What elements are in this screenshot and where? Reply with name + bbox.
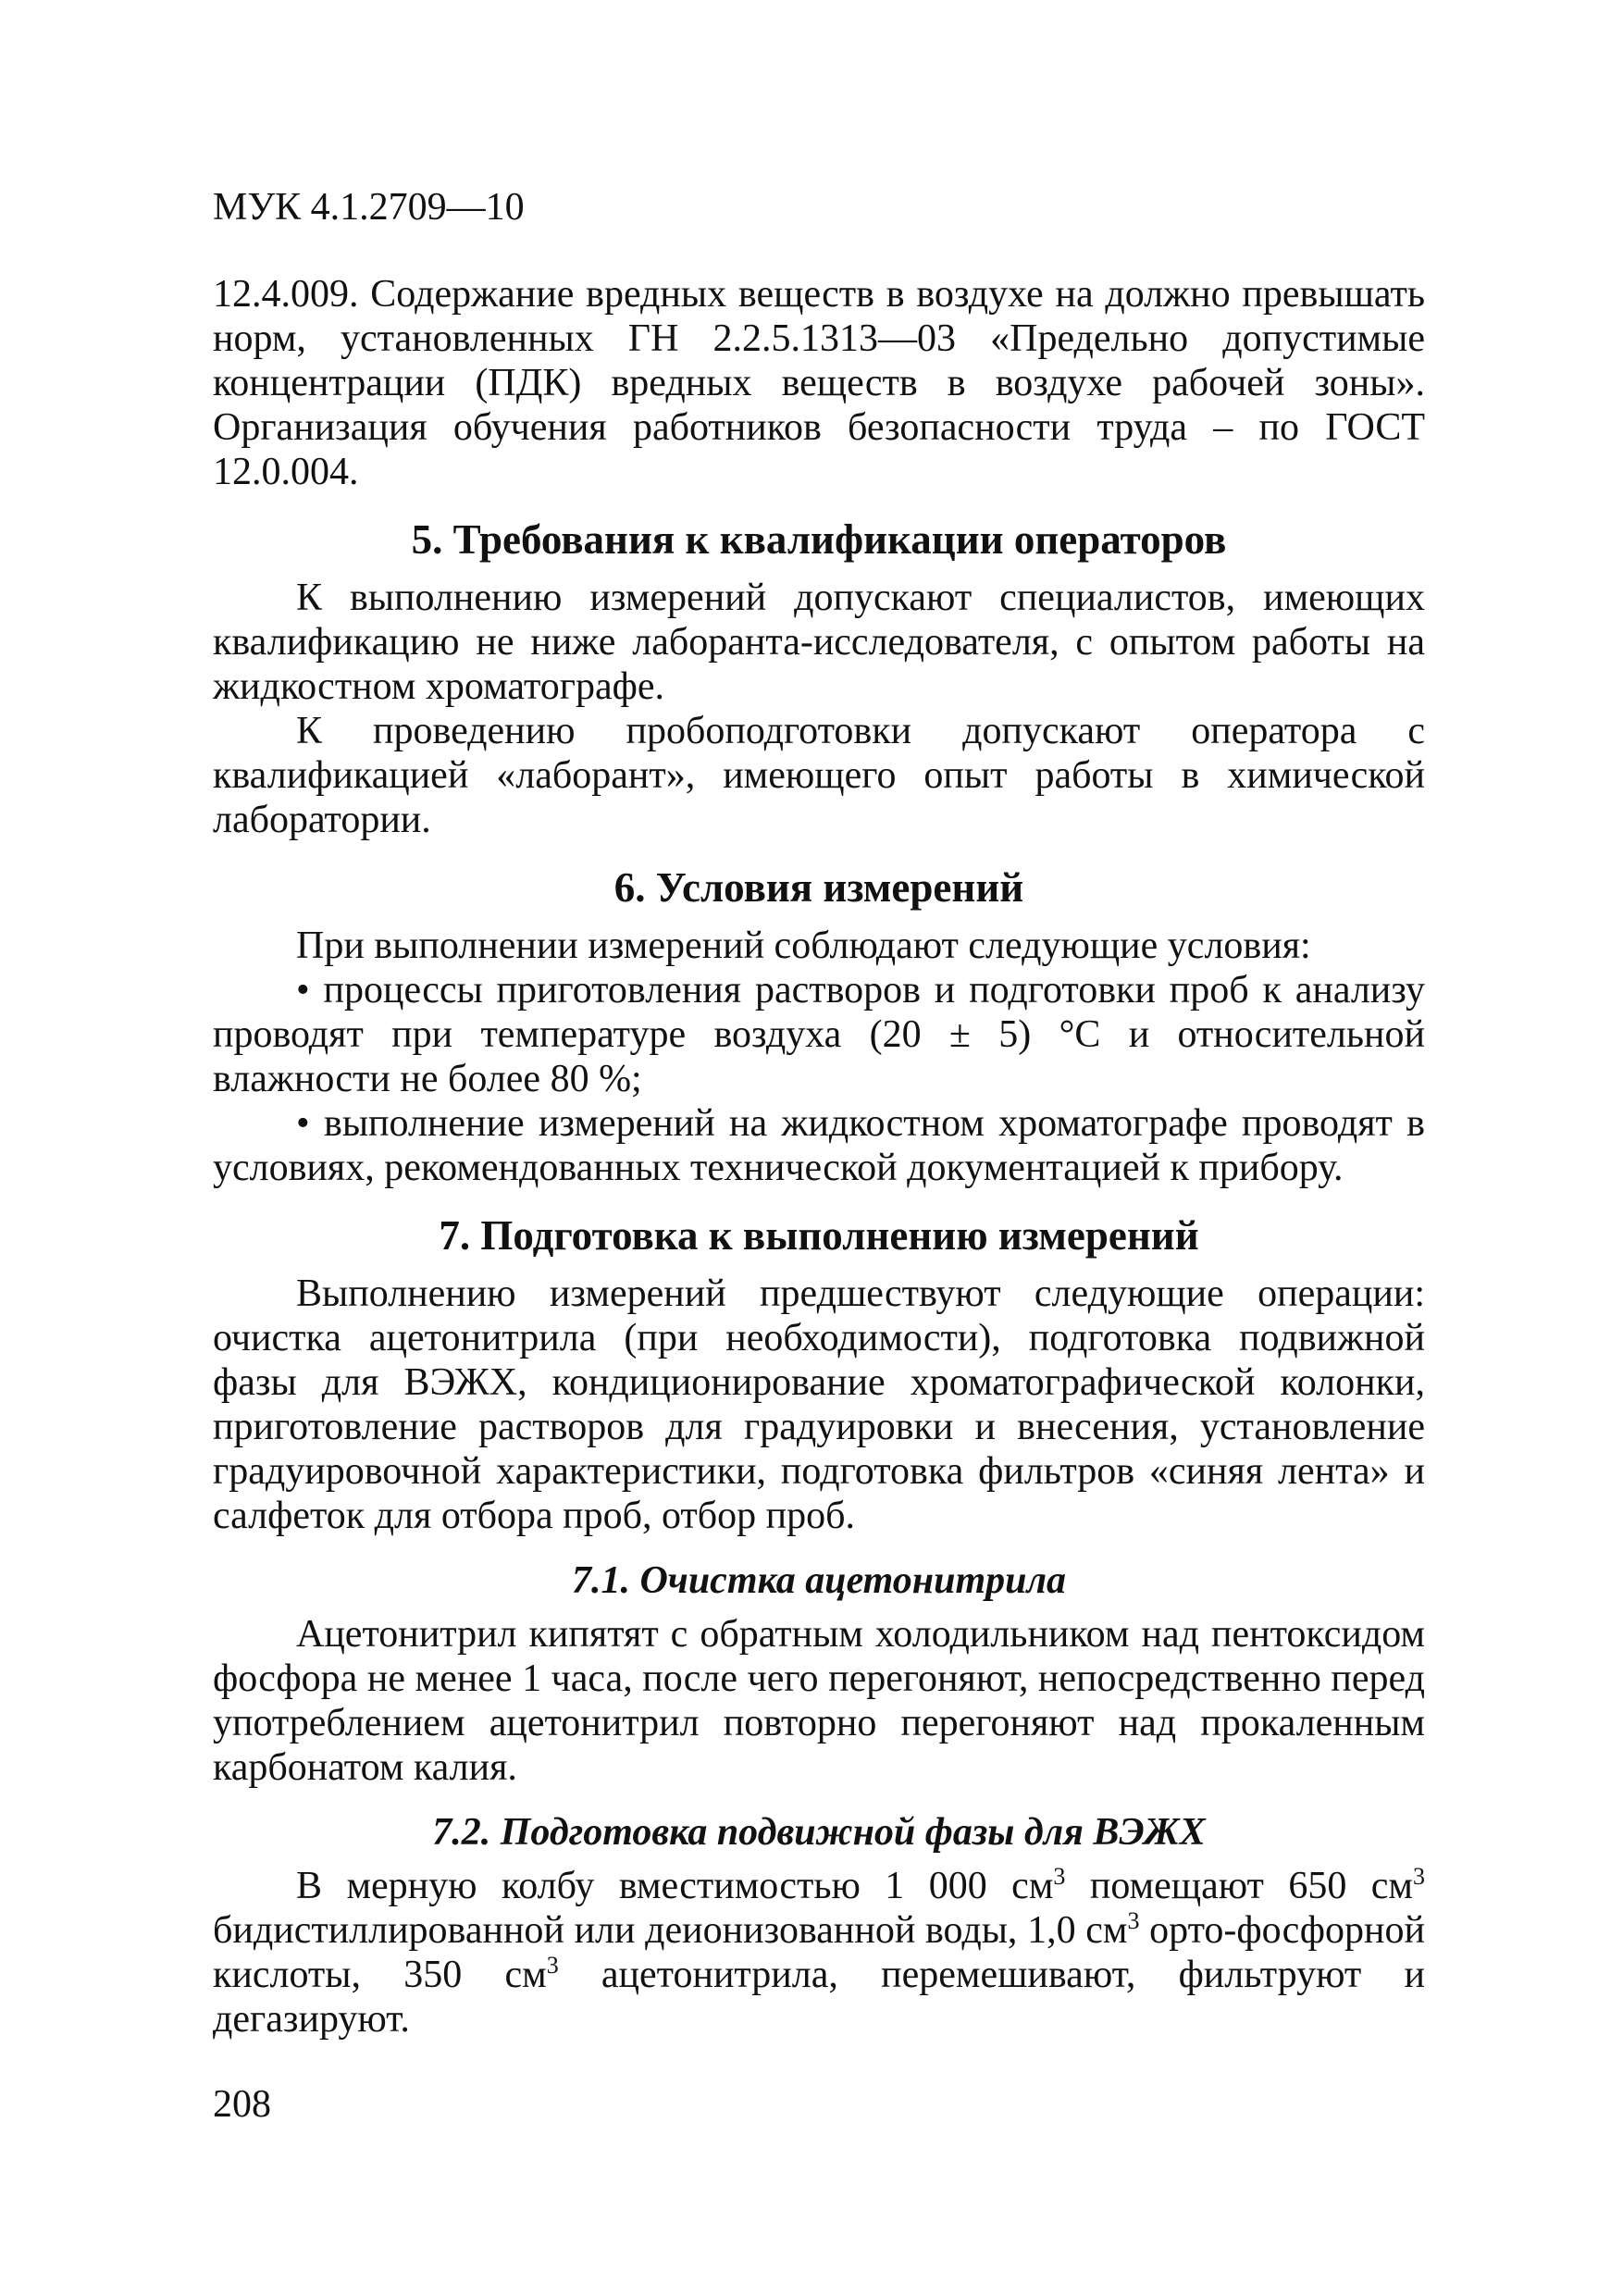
superscript-3: 3: [1413, 1863, 1426, 1890]
section-6-bullet-2: • выполнение измерений на жидкостном хроматографе проводят в условиях, рекомендованных технической документацией к прибору.: [213, 1102, 1425, 1189]
section-7-paragraph: Выполнению измерений предшествуют следующие операции: очистка ацетонитрила (при необходимости), подготовка подвижной фазы для ВЭЖХ, кондиционирование хроматографической колонки, приготовление растворов для градуировки и внесения, установление градуировочной характеристики, подготовка фильтров «синяя лента» и салфеток для отбора проб, отбор проб.: [213, 1272, 1425, 1537]
subsection-7-1-paragraph: Ацетонитрил кипятят с обратным холодильником над пентоксидом фосфора не менее 1 часа, после чего перегоняют, непосредственно перед употреблением ацетонитрил повторно перегоняют над прокаленным карбонатом калия.: [213, 1613, 1425, 1789]
page-number: 208: [213, 2083, 271, 2126]
document-page: [213, 185, 1425, 2042]
section-5-heading: 5. Требования к квалификации операторов: [411, 516, 1227, 563]
subsection-7-2-paragraph: [213, 1864, 1425, 2042]
superscript-3: 3: [546, 1952, 559, 1979]
subsection-7-2-heading: 7.2. Подготовка подвижной фазы для ВЭЖХ: [432, 1811, 1206, 1854]
section-7-heading: 7. Подготовка к выполнению измерений: [439, 1212, 1199, 1259]
section-6-lead: При выполнении измерений соблюдают следующие условия:: [296, 925, 1311, 967]
paragraph-text-segment: бидистиллированной или деионизованной воды, 1,0 см: [213, 1909, 1128, 1952]
intro-paragraph: 12.4.009. Содержание вредных веществ в воздухе на должно превышать норм, установленных ГН 2.2.5.1313—03 «Предельно допустимые концентрации (ПДК) вредных веществ в воздухе рабочей зоны». Организация обучения работников безопасности труда – по ГОСТ 12.0.004.: [213, 273, 1425, 493]
paragraph-text-segment: В мерную колбу вместимостью 1 000 см: [296, 1865, 1054, 1907]
superscript-3: 3: [1127, 1907, 1140, 1934]
paragraph-text-segment: ацетонитрила, перемешивают, фильтруют и дегазируют.: [213, 1954, 1425, 2041]
superscript-3: 3: [1053, 1863, 1066, 1890]
section-5-paragraph-2: К проведению пробоподготовки допускают оператора с квалификацией «лаборант», имеющего опыт работы в химической лаборатории.: [213, 710, 1425, 841]
section-6-bullet-1: • процессы приготовления растворов и подготовки проб к анализу проводят при температуре воздуха (20 ± 5) °С и относительной влажности не более 80 %;: [213, 969, 1425, 1100]
section-5-paragraph-1: К выполнению измерений допускают специалистов, имеющих квалификацию не ниже лаборанта-исследователя, с опытом работы на жидкостном хроматографе.: [213, 577, 1425, 708]
subsection-7-1-heading: 7.1. Очистка ацетонитрила: [571, 1559, 1067, 1602]
document-code-header: МУК 4.1.2709—10: [213, 186, 525, 229]
section-6-heading: 6. Условия измерений: [613, 864, 1024, 911]
paragraph-text-segment: помещают 650 см: [1065, 1865, 1414, 1907]
paragraph-text-segment: орто-фосфорной кислоты, 350 см: [213, 1909, 1425, 1996]
